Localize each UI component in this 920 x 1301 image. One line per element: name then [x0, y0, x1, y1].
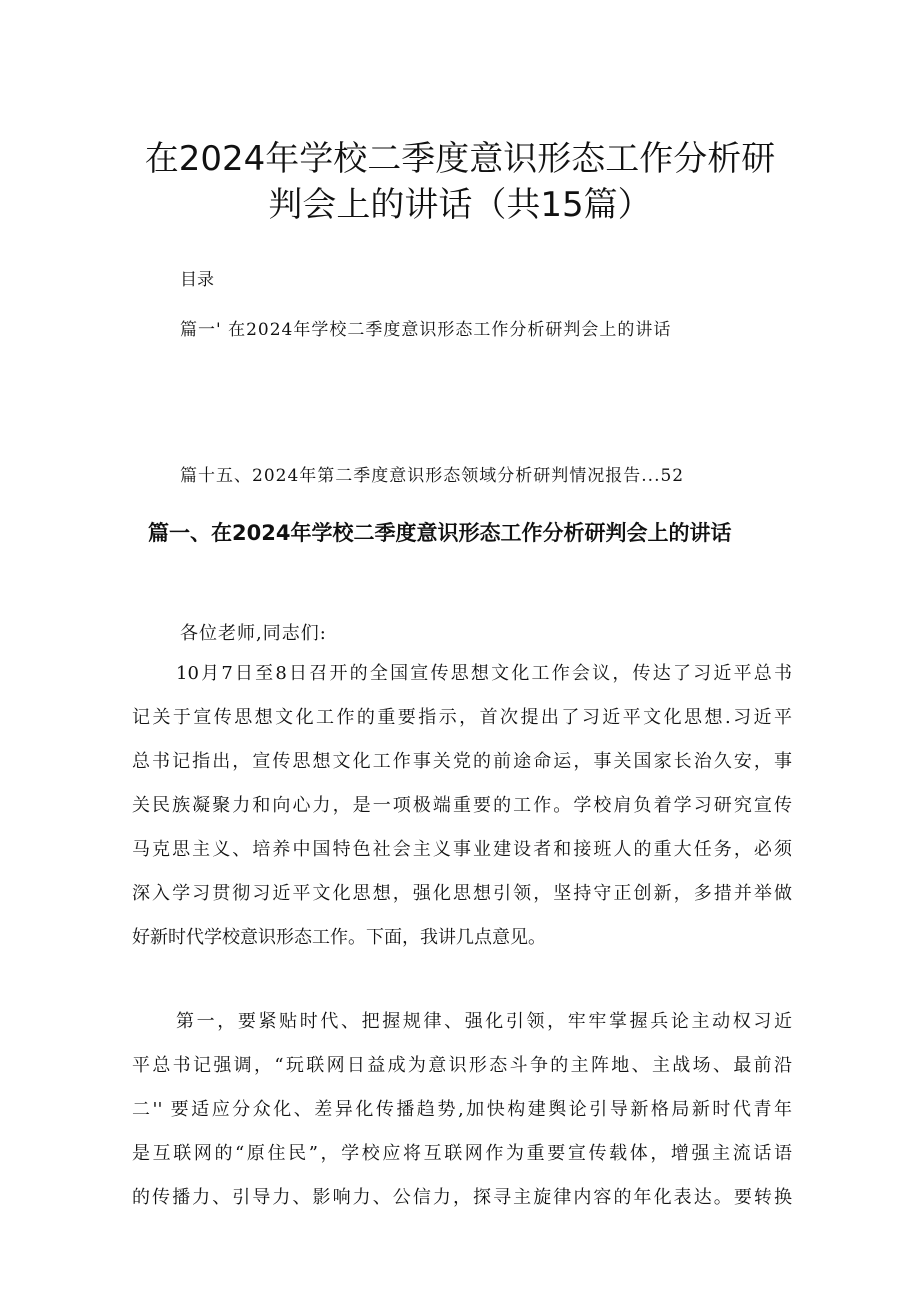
document-title: [120, 136, 800, 228]
text-line: 记关于宣传思想文化工作的重要指示，首次提出了习近平文化思想.习近平: [132, 707, 792, 728]
body-paragraph-1: [132, 652, 792, 960]
toc-item[interactable]: 篇十五、2024年第二季度意识形态领域分析研判情况报告...52: [180, 466, 685, 486]
text-line: 是互联网的“原住民”，学校应将互联网作为重要宣传载体，增强主流话语: [132, 1143, 792, 1164]
section-heading: 篇一、在2024年学校二季度意识形态工作分析研判会上的讲话: [148, 521, 732, 545]
text-line: 马克思主义、培养中国特色社会主义事业建设者和接班人的重大任务，必须: [132, 839, 792, 860]
text-line: 第一，要紧贴时代、把握规律、强化引领，牢牢掌握兵论主动权习近: [176, 1011, 792, 1032]
text-line: 深入学习贯彻习近平文化思想，强化思想引领，坚持守正创新，多措并举做: [132, 883, 792, 904]
text-line: 平总书记强调，“玩联网日益成为意识形态斗争的主阵地、主战场、最前沿: [132, 1055, 792, 1076]
text-line: 好新时代学校意识形态工作。下面，我讲几点意见。: [132, 927, 546, 948]
text-line: 的传播力、引导力、影响力、公信力，探寻主旋律内容的年化表达。要转换: [132, 1187, 792, 1208]
salutation: 各位老师,同志们:: [180, 623, 327, 644]
document-title-line-1: 在2024年学校二季度意识形态工作分析研: [144, 139, 776, 179]
document-title-line-2: 判会上的讲话（共15篇）: [268, 185, 652, 225]
text-line: 总书记指出，宣传思想文化工作事关党的前途命运，事关国家长治久安，事: [132, 751, 792, 772]
text-line: 10月7日至8日召开的全国宣传思想文化工作会议，传达了习近平总书: [176, 663, 792, 684]
text-line: 二'' 要适应分众化、差异化传播趋势,加快构建舆论引导新格局新时代青年: [132, 1099, 792, 1120]
toc-label: 目录: [180, 270, 214, 290]
toc-item[interactable]: 篇一' 在2024年学校二季度意识形态工作分析研判会上的讲话: [180, 320, 672, 340]
body-paragraph-2: [132, 1000, 792, 1220]
text-line: 关民族凝聚力和向心力，是一项极端重要的工作。学校肩负着学习研究宣传: [132, 795, 792, 816]
